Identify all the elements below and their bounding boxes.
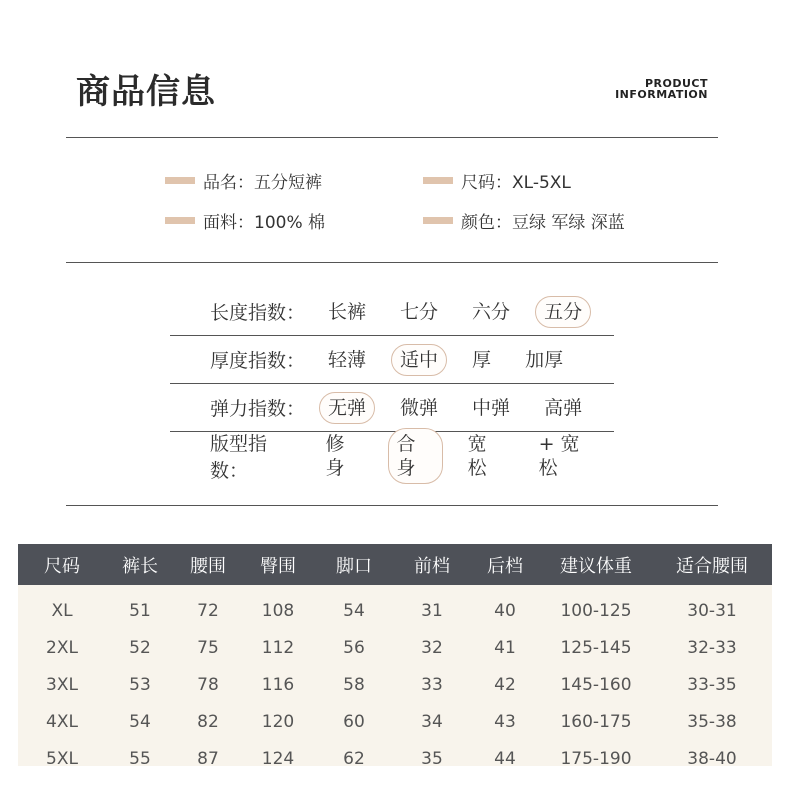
- table-cell: 32-33: [687, 637, 737, 658]
- header-fit-waist: 适合腰围: [676, 555, 748, 577]
- table-cell: 40: [494, 600, 516, 621]
- table-cell: 31: [421, 600, 443, 621]
- info-item-name: [165, 168, 322, 193]
- option-slim: 修身: [325, 432, 345, 479]
- table-cell: XL: [51, 600, 73, 621]
- header-hip: 臀围: [260, 555, 296, 577]
- table-cell: 54: [129, 711, 151, 732]
- table-cell: 87: [197, 748, 219, 769]
- table-row: [18, 629, 772, 666]
- info-text: 面料：100% 棉: [203, 213, 326, 233]
- page-title: 商品信息: [76, 72, 216, 112]
- table-cell: 53: [129, 674, 151, 695]
- table-cell: 160-175: [560, 711, 632, 732]
- index-row-fit: [170, 432, 614, 482]
- product-information-label: [615, 78, 708, 100]
- option-medium-stretch: 中弹: [472, 396, 511, 419]
- table-cell: 5XL: [46, 748, 78, 769]
- table-cell: 2XL: [46, 637, 78, 658]
- size-table: [18, 544, 772, 769]
- table-cell: 112: [261, 637, 295, 658]
- table-header-row: [18, 544, 772, 585]
- table-cell: 56: [343, 637, 365, 658]
- table-cell: 58: [343, 674, 365, 695]
- table-cell: 34: [421, 711, 443, 732]
- table-cell: 54: [343, 600, 365, 621]
- table-cell: 42: [494, 674, 516, 695]
- info-text: 尺码：XL-5XL: [461, 173, 571, 193]
- table-cell: 60: [343, 711, 365, 732]
- table-cell: 44: [494, 748, 516, 769]
- option-slight-stretch: 微弹: [400, 396, 439, 419]
- table-cell: 75: [197, 637, 219, 658]
- option-extra-loose: + 宽松: [538, 432, 580, 479]
- option-thick: 厚: [472, 348, 492, 371]
- table-cell: 38-40: [687, 748, 737, 769]
- option-no-stretch-selected: 无弹: [319, 392, 375, 424]
- table-cell: 108: [261, 600, 295, 621]
- option-six-tenths: 六分: [472, 300, 511, 323]
- table-cell: 41: [494, 637, 516, 658]
- index-label: 版型指数：: [210, 432, 268, 482]
- table-cell: 52: [129, 637, 151, 658]
- header-back-rise: 后档: [487, 555, 523, 577]
- table-row: [18, 585, 772, 629]
- header-waist: 腰围: [190, 555, 226, 577]
- option-medium-selected: 适中: [391, 344, 447, 376]
- index-label: 长度指数：: [210, 302, 306, 324]
- table-cell: 116: [261, 674, 295, 695]
- option-seven-tenths: 七分: [400, 300, 439, 323]
- table-cell: 100-125: [560, 600, 632, 621]
- table-cell: 55: [129, 748, 151, 769]
- option-regular-selected: 合身: [388, 428, 443, 484]
- size-table-grid: [18, 544, 772, 777]
- index-row-length: [170, 288, 614, 335]
- index-row-elasticity: [170, 384, 614, 431]
- accent-bar: [165, 217, 195, 224]
- header-suggested-weight: 建议体重: [560, 555, 632, 577]
- info-item-fabric: [165, 208, 325, 233]
- table-cell: 175-190: [560, 748, 632, 769]
- table-cell: 72: [197, 600, 219, 621]
- eng-line-2: INFORMATION: [615, 88, 708, 101]
- table-row: [18, 666, 772, 703]
- table-cell: 30-31: [687, 600, 737, 621]
- header-size: 尺码: [44, 555, 80, 577]
- table-cell: 78: [197, 674, 219, 695]
- accent-bar: [423, 177, 453, 184]
- table-cell: 124: [261, 748, 295, 769]
- table-cell: 82: [197, 711, 219, 732]
- table-cell: 51: [129, 600, 151, 621]
- info-item-size: [423, 168, 571, 193]
- divider-middle: [66, 262, 718, 263]
- index-label: 厚度指数：: [210, 350, 306, 372]
- table-cell: 35-38: [687, 711, 737, 732]
- info-text: 品名：五分短裤: [203, 173, 322, 193]
- table-row: [18, 740, 772, 777]
- index-label: 弹力指数：: [210, 398, 306, 420]
- table-cell: 33: [421, 674, 443, 695]
- table-cell: 33-35: [687, 674, 737, 695]
- table-cell: 35: [421, 748, 443, 769]
- divider-top: [66, 137, 718, 138]
- eng-line-1: PRODUCT: [644, 77, 708, 90]
- table-cell: 4XL: [46, 711, 78, 732]
- table-cell: 3XL: [46, 674, 78, 695]
- accent-bar: [165, 177, 195, 184]
- table-cell: 120: [261, 711, 295, 732]
- info-text: 颜色：豆绿 军绿 深蓝: [461, 213, 625, 233]
- option-extra-thick: 加厚: [525, 348, 564, 371]
- header-front-rise: 前档: [414, 555, 450, 577]
- table-cell: 43: [494, 711, 516, 732]
- table-row: [18, 703, 772, 740]
- header-length: 裤长: [122, 555, 158, 577]
- info-item-color: [423, 208, 625, 233]
- table-cell: 125-145: [560, 637, 632, 658]
- divider-bottom: [66, 505, 718, 506]
- option-loose: 宽松: [467, 432, 487, 479]
- table-cell: 62: [343, 748, 365, 769]
- accent-bar: [423, 217, 453, 224]
- option-five-tenths-selected: 五分: [535, 296, 591, 328]
- table-cell: 145-160: [560, 674, 632, 695]
- option-thin: 轻薄: [328, 348, 367, 371]
- option-high-stretch: 高弹: [544, 396, 583, 419]
- index-row-thickness: [170, 336, 614, 383]
- option-long-pants: 长裤: [328, 300, 367, 323]
- header-leg-opening: 脚口: [336, 555, 372, 577]
- table-cell: 32: [421, 637, 443, 658]
